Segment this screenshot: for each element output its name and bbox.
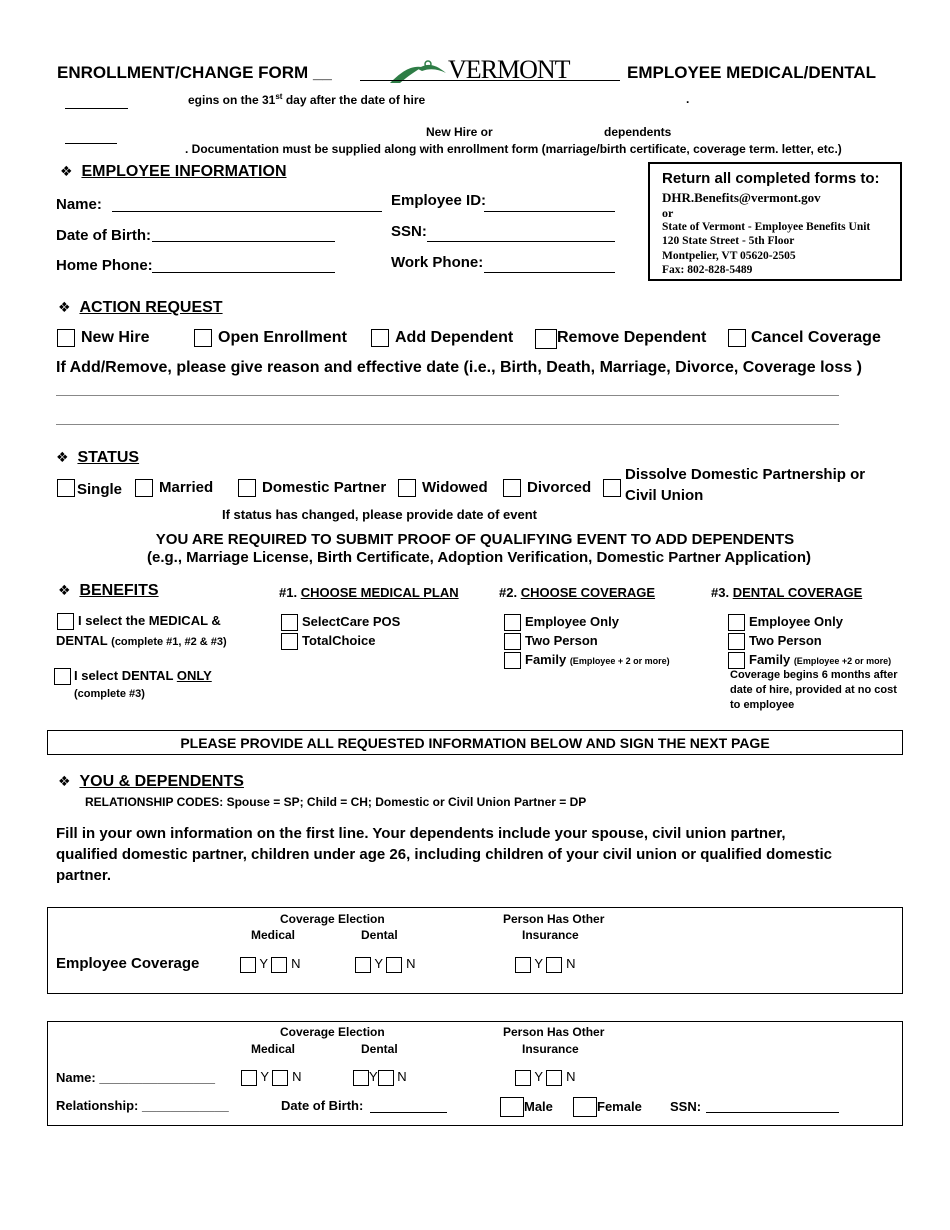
dental-two-person-checkbox[interactable] bbox=[728, 633, 745, 650]
notice-new-hire: New Hire or bbox=[426, 125, 493, 139]
provide-info-text: PLEASE PROVIDE ALL REQUESTED INFORMATION BELOW AND SIGN THE NEXT PAGE bbox=[180, 735, 770, 751]
employee-dental-no-checkbox[interactable] bbox=[386, 957, 402, 973]
dependent-male-checkbox[interactable] bbox=[500, 1097, 524, 1117]
new-hire-checkbox[interactable] bbox=[57, 329, 75, 347]
return-box-line2: 120 State Street - 5th Floor bbox=[662, 235, 795, 247]
remove-dependent-checkbox[interactable] bbox=[535, 329, 557, 349]
instructions-line-1: Fill in your own information on the first line. Your dependents include your spouse, civil union partner, bbox=[56, 825, 786, 842]
dental-two-person-label: Two Person bbox=[749, 633, 822, 648]
proof-line-2: (e.g., Marriage License, Birth Certificate, Adoption Verification, Domestic Partner Application) bbox=[146, 549, 811, 566]
dependent-dob-label: Date of Birth: bbox=[281, 1098, 364, 1113]
diamond-bullet-icon: ❖ bbox=[58, 299, 71, 315]
work-phone-field[interactable] bbox=[484, 272, 615, 273]
select-dental-only-checkbox[interactable] bbox=[54, 668, 71, 685]
dependent-female-label: Female bbox=[597, 1099, 642, 1114]
dependent-other-insurance-yn: Y N bbox=[515, 1069, 575, 1086]
vermont-logo: VERMONT bbox=[388, 55, 570, 85]
selectcare-pos-checkbox[interactable] bbox=[281, 614, 298, 631]
select-medical-dental-checkbox[interactable] bbox=[57, 613, 74, 630]
return-box-line4: Fax: 802-828-5489 bbox=[662, 264, 753, 276]
dependent-female-checkbox[interactable] bbox=[573, 1097, 597, 1117]
name-label: Name: bbox=[56, 196, 102, 213]
selectcare-pos-label: SelectCare POS bbox=[302, 614, 401, 629]
dependent-other-ins-yes-checkbox[interactable] bbox=[515, 1070, 531, 1086]
single-checkbox[interactable] bbox=[57, 479, 75, 497]
coverage-employee-only-checkbox[interactable] bbox=[504, 614, 521, 631]
employee-coverage-label: Employee Coverage bbox=[56, 955, 200, 972]
mountain-logo-icon bbox=[388, 59, 448, 85]
instructions-line-2: qualified domestic partner, children under age 26, including children of your civil union or qualified domestic bbox=[56, 846, 832, 863]
employee-coverage-table bbox=[47, 907, 903, 994]
dependent-medical-no-checkbox[interactable] bbox=[272, 1070, 288, 1086]
cancel-coverage-checkbox[interactable] bbox=[728, 329, 746, 347]
relationship-codes: RELATIONSHIP CODES: Spouse = SP; Child = CH; Domestic or Civil Union Partner = DP bbox=[85, 795, 587, 809]
return-box-or: or bbox=[662, 206, 674, 220]
dental-employee-only-label: Employee Only bbox=[749, 614, 843, 629]
return-box-line1: State of Vermont - Employee Benefits Unit bbox=[662, 221, 871, 233]
single-label: Single bbox=[77, 481, 123, 498]
totalchoice-checkbox[interactable] bbox=[281, 633, 298, 650]
status-date-prompt: If status has changed, please provide date of event bbox=[222, 507, 537, 522]
domestic-partner-label: Domestic Partner bbox=[262, 479, 387, 496]
open-enrollment-checkbox[interactable] bbox=[194, 329, 212, 347]
dependent-dental-no-checkbox[interactable] bbox=[378, 1070, 394, 1086]
married-label: Married bbox=[159, 479, 214, 496]
dependent-dental-yn: Y N bbox=[353, 1069, 407, 1086]
employee-dental-yes-checkbox[interactable] bbox=[355, 957, 371, 973]
employee-other-ins-yes-checkbox[interactable] bbox=[515, 957, 531, 973]
dental-header: Dental bbox=[361, 1042, 398, 1056]
dependent-male-label: Male bbox=[524, 1099, 553, 1114]
notice-dependents: dependents bbox=[604, 125, 672, 139]
employee-dental-yn: Y N bbox=[355, 956, 415, 973]
coverage-family-checkbox[interactable] bbox=[504, 652, 521, 669]
coverage-election-header: Coverage Election bbox=[280, 1025, 385, 1039]
form-title: ENROLLMENT/CHANGE FORM __ bbox=[57, 63, 332, 82]
dependent-name-field[interactable]: Name: ________________ bbox=[56, 1070, 216, 1085]
dob-field[interactable] bbox=[152, 241, 335, 242]
dissolve-label-2: Civil Union bbox=[625, 487, 704, 504]
instructions-line-3: partner. bbox=[56, 867, 112, 884]
dependent-dental-yes-checkbox[interactable] bbox=[353, 1070, 369, 1086]
employee-info-heading: ❖ EMPLOYEE INFORMATION bbox=[60, 163, 287, 180]
notice-line-1: egins on the 31st day after the date of hire bbox=[188, 92, 426, 107]
diamond-bullet-icon: ❖ bbox=[58, 773, 71, 789]
dependent-ssn-field[interactable] bbox=[706, 1112, 839, 1113]
other-insurance-header-2: Insurance bbox=[522, 1042, 579, 1056]
dependent-medical-yes-checkbox[interactable] bbox=[241, 1070, 257, 1086]
employee-id-field[interactable] bbox=[484, 211, 615, 212]
status-heading: ❖ STATUS bbox=[56, 449, 140, 466]
select-medical-dental-label: I select the MEDICAL & bbox=[78, 613, 221, 628]
dental-note-3: to employee bbox=[730, 699, 795, 711]
widowed-checkbox[interactable] bbox=[398, 479, 416, 497]
dependent-medical-yn: Y N bbox=[241, 1069, 301, 1086]
coverage-heading: #2. CHOOSE COVERAGE bbox=[499, 585, 656, 600]
divorced-label: Divorced bbox=[527, 479, 592, 496]
dependent-ssn-label: SSN: bbox=[670, 1099, 702, 1114]
dependent-dob-field[interactable] bbox=[370, 1112, 447, 1113]
dependent-other-ins-no-checkbox[interactable] bbox=[546, 1070, 562, 1086]
coverage-family-label: Family (Employee + 2 or more) bbox=[525, 652, 670, 667]
other-insurance-header-2: Insurance bbox=[522, 928, 579, 942]
dental-note-2: date of hire, provided at no cost bbox=[730, 684, 897, 696]
home-phone-field[interactable] bbox=[152, 272, 335, 273]
select-dental-only-note: (complete #3) bbox=[74, 688, 145, 700]
divorced-checkbox[interactable] bbox=[503, 479, 521, 497]
action-request-heading: ❖ ACTION REQUEST bbox=[58, 299, 223, 316]
dental-family-checkbox[interactable] bbox=[728, 652, 745, 669]
add-dependent-label: Add Dependent bbox=[395, 329, 514, 346]
employee-id-label: Employee ID: bbox=[391, 192, 487, 209]
coverage-two-person-checkbox[interactable] bbox=[504, 633, 521, 650]
return-box-title: Return all completed forms to: bbox=[662, 170, 880, 187]
other-insurance-header-1: Person Has Other bbox=[503, 912, 605, 926]
home-phone-label: Home Phone: bbox=[56, 257, 153, 274]
select-medical-dental-label-2: DENTAL (complete #1, #2 & #3) bbox=[56, 633, 227, 648]
notice-blank-1[interactable] bbox=[65, 108, 128, 109]
dental-coverage-heading: #3. DENTAL COVERAGE bbox=[711, 585, 863, 600]
header-rule bbox=[360, 80, 620, 81]
ssn-field[interactable] bbox=[427, 241, 615, 242]
employee-medical-no-checkbox[interactable] bbox=[271, 957, 287, 973]
dental-note-1: Coverage begins 6 months after bbox=[730, 669, 898, 681]
plan-title: EMPLOYEE MEDICAL/DENTAL bbox=[627, 63, 877, 82]
dissolve-checkbox[interactable] bbox=[603, 479, 621, 497]
employee-medical-yes-checkbox[interactable] bbox=[240, 957, 256, 973]
diamond-bullet-icon: ❖ bbox=[60, 163, 73, 179]
add-dependent-checkbox[interactable] bbox=[371, 329, 389, 347]
notice-blank-2[interactable] bbox=[65, 143, 117, 144]
notice-dot: . bbox=[686, 92, 690, 106]
reason-line-2[interactable] bbox=[56, 424, 839, 425]
employee-other-ins-no-checkbox[interactable] bbox=[546, 957, 562, 973]
reason-prompt: If Add/Remove, please give reason and effective date (i.e., Birth, Death, Marriage, Divorce, Coverage loss ) bbox=[56, 359, 862, 376]
work-phone-label: Work Phone: bbox=[391, 254, 484, 271]
provide-info-banner bbox=[47, 730, 903, 755]
remove-dependent-label: Remove Dependent bbox=[557, 329, 707, 346]
diamond-bullet-icon: ❖ bbox=[58, 582, 71, 598]
return-box-line3: Montpelier, VT 05620-2505 bbox=[662, 250, 796, 262]
dental-family-label: Family (Employee +2 or more) bbox=[749, 652, 892, 667]
benefits-heading: ❖ BENEFITS bbox=[58, 582, 159, 599]
totalchoice-label: TotalChoice bbox=[302, 633, 376, 648]
coverage-two-person-label: Two Person bbox=[525, 633, 598, 648]
dependent-relationship-field[interactable]: Relationship: ____________ bbox=[56, 1098, 229, 1113]
dependent-coverage-table bbox=[47, 1021, 903, 1126]
widowed-label: Widowed bbox=[422, 479, 488, 496]
select-dental-only-label: I select DENTAL ONLY bbox=[74, 668, 212, 683]
return-box-email[interactable]: DHR.Benefits@vermont.gov bbox=[662, 190, 821, 205]
diamond-bullet-icon: ❖ bbox=[56, 449, 69, 465]
medical-header: Medical bbox=[251, 928, 296, 942]
proof-line-1: YOU ARE REQUIRED TO SUBMIT PROOF OF QUALIFYING EVENT TO ADD DEPENDENTS bbox=[155, 531, 795, 548]
cancel-coverage-label: Cancel Coverage bbox=[751, 329, 881, 346]
domestic-partner-checkbox[interactable] bbox=[238, 479, 256, 497]
married-checkbox[interactable] bbox=[135, 479, 153, 497]
employee-medical-yn: Y N bbox=[240, 956, 300, 973]
coverage-election-header: Coverage Election bbox=[280, 912, 385, 926]
other-insurance-header-1: Person Has Other bbox=[503, 1025, 605, 1039]
open-enrollment-label: Open Enrollment bbox=[218, 329, 347, 346]
coverage-employee-only-label: Employee Only bbox=[525, 614, 619, 629]
medical-header: Medical bbox=[251, 1042, 296, 1056]
notice-documentation: . Documentation must be supplied along with enrollment form (marriage/birth certificate, coverage term. letter, etc.) bbox=[185, 142, 842, 156]
return-forms-box bbox=[648, 162, 902, 281]
name-field[interactable] bbox=[112, 211, 382, 212]
dissolve-label-1: Dissolve Domestic Partnership or bbox=[625, 466, 866, 483]
dental-header: Dental bbox=[361, 928, 398, 942]
dob-label: Date of Birth: bbox=[56, 227, 151, 244]
employee-other-insurance-yn: Y N bbox=[515, 956, 575, 973]
dependents-heading: ❖ YOU & DEPENDENTS bbox=[58, 773, 244, 790]
ssn-label: SSN: bbox=[391, 223, 427, 240]
medical-plan-heading: #1. CHOOSE MEDICAL PLAN bbox=[279, 585, 459, 600]
reason-line-1[interactable] bbox=[56, 395, 839, 396]
dental-employee-only-checkbox[interactable] bbox=[728, 614, 745, 631]
new-hire-label: New Hire bbox=[81, 329, 150, 346]
